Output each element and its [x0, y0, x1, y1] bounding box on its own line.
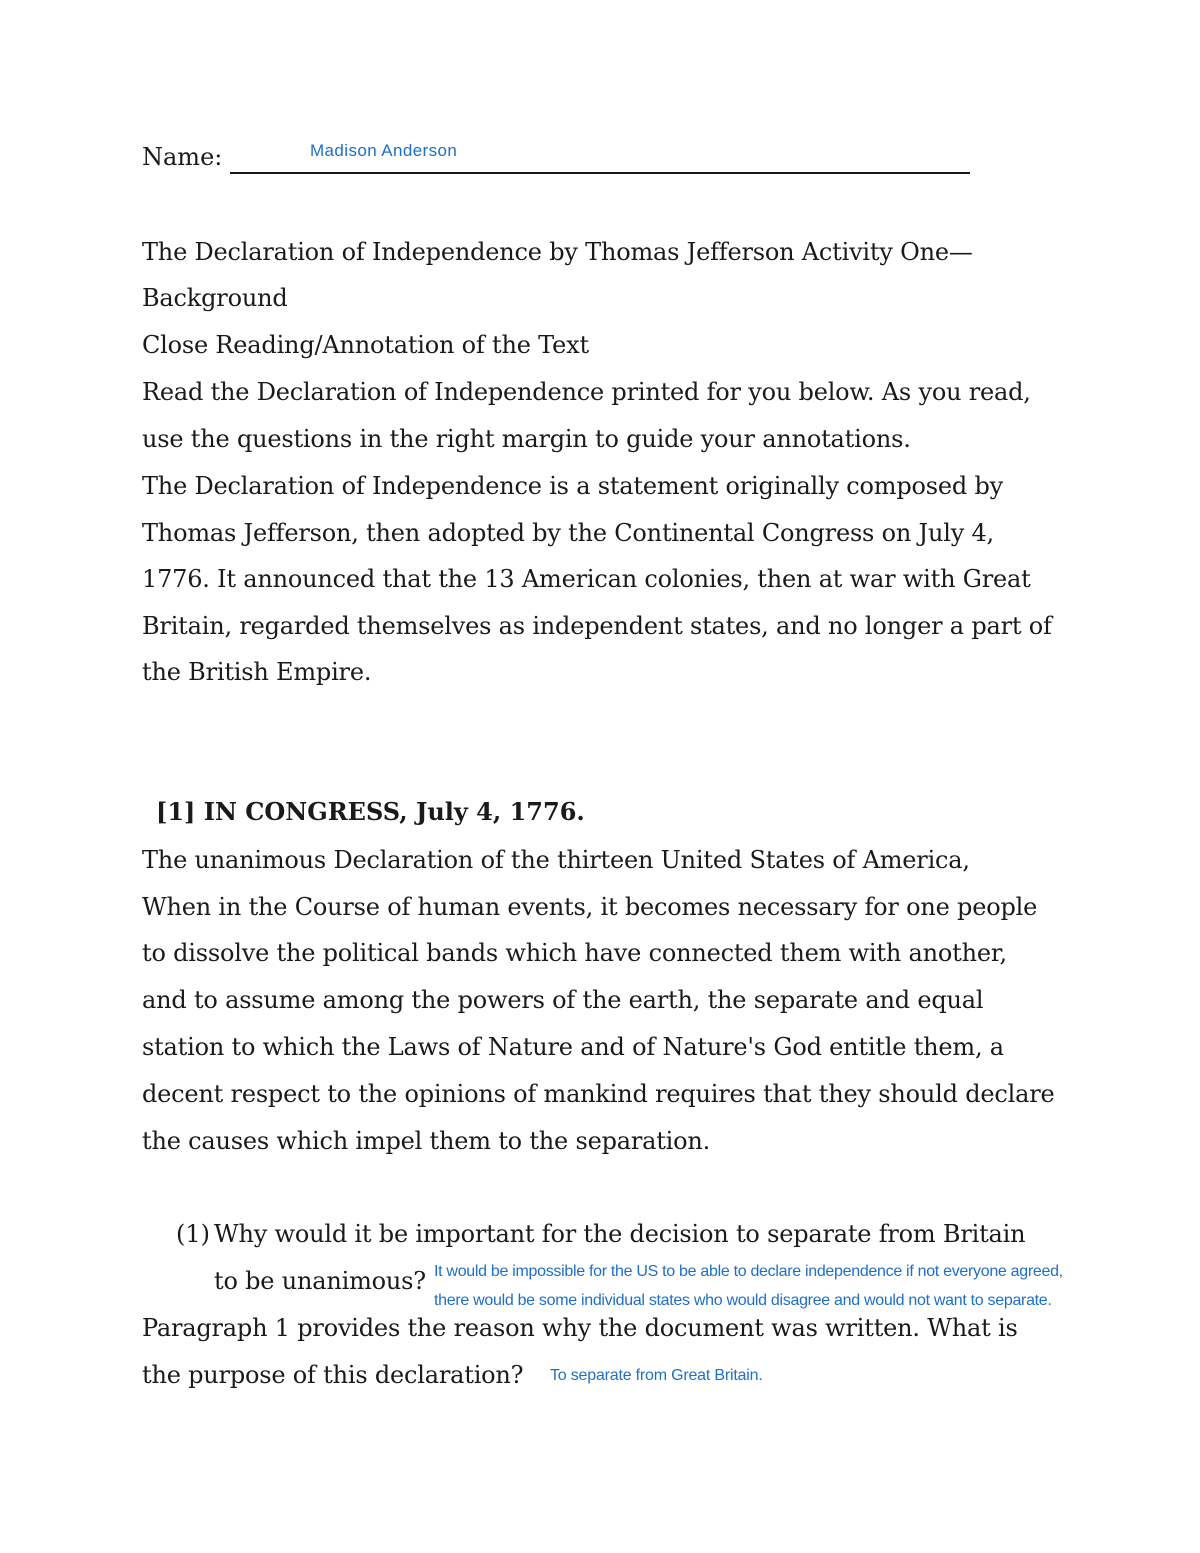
worksheet-title-line-2: Background	[142, 284, 288, 312]
declaration-line-4: and to assume among the powers of the earth, the separate and equal	[142, 986, 984, 1014]
background-line-1: The Declaration of Independence is a statement originally composed by	[142, 472, 1003, 500]
declaration-line-7: the causes which impel them to the separation.	[142, 1127, 711, 1155]
declaration-line-3: to dissolve the political bands which have connected them with another,	[142, 939, 1007, 967]
question-1-number: (1)	[176, 1220, 210, 1248]
document-heading: [1] IN CONGRESS, July 4, 1776.	[156, 797, 585, 826]
declaration-line-5: station to which the Laws of Nature and of Nature's God entitle them, a	[142, 1033, 1004, 1061]
declaration-line-2: When in the Course of human events, it becomes necessary for one people	[142, 893, 1038, 921]
question-2-line-2: the purpose of this declaration?	[142, 1361, 524, 1389]
question-2-line-1: Paragraph 1 provides the reason why the document was written. What is	[142, 1314, 1018, 1342]
declaration-line-6: decent respect to the opinions of mankind requires that they should declare	[142, 1080, 1055, 1108]
declaration-line-1: The unanimous Declaration of the thirteen United States of America,	[142, 846, 970, 874]
question-1-answer-line-2: there would be some individual states who would disagree and would not want to separate.	[434, 1292, 1052, 1309]
name-label: Name:	[142, 143, 223, 171]
background-line-2: Thomas Jefferson, then adopted by the Continental Congress on July 4,	[142, 519, 994, 547]
question-1-answer	[434, 1257, 1063, 1315]
worksheet-subtitle: Close Reading/Annotation of the Text	[142, 331, 589, 359]
name-underline	[230, 172, 970, 174]
background-line-3: 1776. It announced that the 13 American colonies, then at war with Great	[142, 565, 1031, 593]
question-2-answer: To separate from Great Britain.	[550, 1367, 763, 1384]
student-name: Madison Anderson	[310, 141, 458, 160]
background-line-5: the British Empire.	[142, 658, 372, 686]
worksheet-title-line-1: The Declaration of Independence by Thomas Jefferson Activity One—	[142, 238, 973, 266]
background-line-4: Britain, regarded themselves as independent states, and no longer a part of	[142, 612, 1052, 640]
question-1-line-1: Why would it be important for the decision to separate from Britain	[214, 1220, 1026, 1248]
instructions-line-1: Read the Declaration of Independence printed for you below. As you read,	[142, 378, 1031, 406]
instructions-line-2: use the questions in the right margin to guide your annotations.	[142, 425, 911, 453]
question-1-answer-line-1: It would be impossible for the US to be able to declare independence if not everyone agreed,	[434, 1263, 1063, 1280]
question-1-line-2: to be unanimous?	[214, 1267, 426, 1295]
